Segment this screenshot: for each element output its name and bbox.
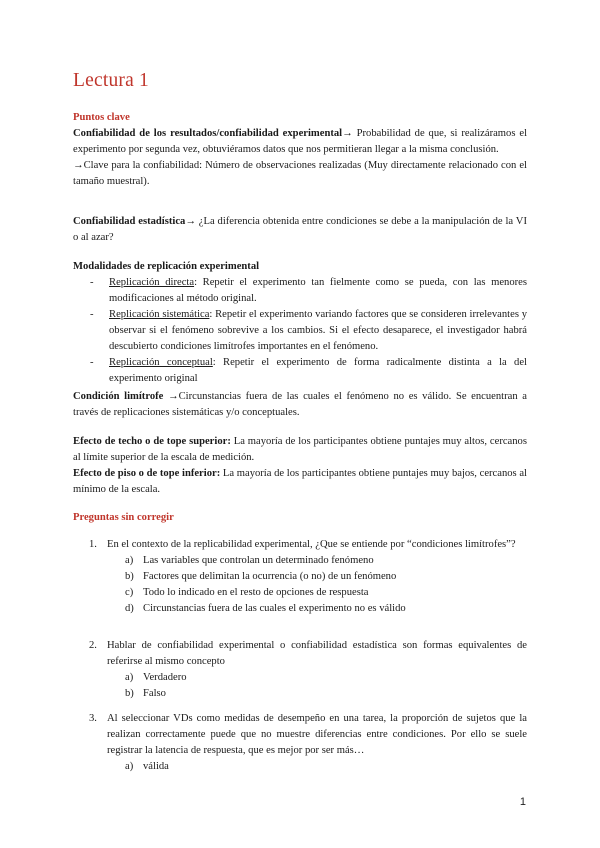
efecto-techo-term: Efecto de techo o de tope superior: [73,436,231,447]
list-item: - Replicación sistemática: Repetir el experimento variando factores que se consideren irrelevantes y observar si el fenómeno sobrevive a los cambios. Si el efecto desaparece, el investigador habrá descubierto condiciones limítrofes importantes en el fenómeno. [90,309,527,352]
option-text: Circunstancias fuera de las cuales el experimento no es válido [143,603,406,614]
confiabilidad-estadistica-paragraph [73,214,527,246]
option-letter: a) [125,672,134,683]
replicacion-directa-text: : Repetir el experimento tan fielmente como se pueda, con las menores modificaciones al método original. [109,277,527,304]
option-text: Verdadero [143,672,187,683]
condicion-limitrofe-paragraph [73,389,527,421]
replicacion-conceptual-text: : Repetir el experimento de forma radicalmente distinta a la del experimento original [109,357,527,384]
replicacion-sistematica-term: Replicación sistemática [109,309,210,320]
confiabilidad-estadistica-text: → ¿La diferencia obtenida entre condiciones se debe a la manipulación de la VI o al azar? [73,216,527,243]
answer-option [73,686,527,702]
efectos-section [73,434,527,498]
option-letter: c) [125,587,134,598]
question-2 [73,638,527,702]
replicacion-directa-term: Replicación directa [109,277,195,288]
question-text [73,711,527,759]
option-letter: a) [125,761,134,772]
question-text [73,638,527,670]
puntos-clave-section [73,110,527,190]
option-text: válida [143,761,169,772]
condicion-limitrofe-text: →Circunstancias fuera de las cuales el fenómeno no es válido. Se encuentran a través de replicaciones sistemáticas y/o conceptuales. [73,391,527,418]
option-text: Falso [143,688,166,699]
question-number: 1. [89,539,97,550]
question-stem: En el contexto de la replicabilidad experimental, ¿Que se entiende por “condiciones limítrofes”? [107,539,516,550]
modalidades-list [73,275,527,387]
question-number: 3. [89,713,97,724]
answer-option [73,759,527,775]
efecto-piso-paragraph [73,466,527,498]
confiabilidad-resultados-text: → Probabilidad de que, si realizáramos el experimento por segunda vez, obtuviéramos datos que nos permitieran llegar a la misma conclusión. [73,128,528,155]
option-letter: d) [125,603,134,614]
page-title: Lectura 1 [73,70,149,91]
option-letter: a) [125,555,134,566]
option-text: Factores que delimitan la ocurrencia (o no) de un fenómeno [143,571,397,582]
efecto-techo-text: La mayoría de los participantes obtiene puntajes muy altos, cercanos al límite superior de la escala de medición. [73,436,527,463]
list-item: - Replicación directa: Repetir el experimento tan fielmente como se pueda, con las menores modificaciones al método original. [90,277,527,304]
answer-options [73,670,527,702]
replicacion-sistematica-text: : Repetir el experimento variando factores que se consideren irrelevantes y observar si el fenómeno sobrevive a los cambios. Si el efecto desaparece, el investigador habrá descubierto condiciones limítrofes importantes en el fenómeno. [109,309,527,352]
question-text [73,537,527,553]
question-3 [73,711,527,775]
question-stem: Hablar de confiabilidad experimental o confiabilidad estadística son formas equivalentes de referirse al mismo concepto [107,640,527,667]
answer-option [73,601,527,617]
modalidades-heading: Modalidades de replicación experimental [73,261,260,272]
answer-options [73,553,527,617]
confiabilidad-estadistica-term: Confiabilidad estadística [73,216,186,227]
preguntas-heading: Preguntas sin corregir [73,512,174,523]
question-stem: Al seleccionar VDs como medidas de desempeño en una tarea, la proporción de sujetos que la realizan correctamente puede que no muestre diferencias entre condiciones. Por ello se suele registrar la latencia de respuesta, que es mejor por ser más… [107,713,527,756]
replicacion-conceptual-term: Replicación conceptual [109,357,213,368]
option-letter: b) [125,571,134,582]
condicion-limitrofe-term: Condición limítrofe [73,391,164,402]
question-number: 2. [89,640,97,651]
clave-confiabilidad-paragraph: →Clave para la confiabilidad: Número de observaciones realizadas (Muy directamente relacionado con el tamaño muestral). [73,160,527,187]
answer-option [73,670,527,686]
option-letter: b) [125,688,134,699]
option-text: Todo lo indicado en el resto de opciones de respuesta [143,587,369,598]
modalidades-section [73,259,527,387]
confiabilidad-resultados-term: Confiabilidad de los resultados/confiabilidad experimental [73,128,343,139]
confiabilidad-resultados-paragraph [73,126,527,158]
efecto-piso-term: Efecto de piso o de tope inferior: [73,468,221,479]
answer-options [73,759,527,775]
answer-option [73,553,527,569]
efecto-techo-paragraph [73,434,527,466]
list-item: - Replicación conceptual: Repetir el experimento de forma radicalmente distinta a la del experimento original [90,357,527,384]
efecto-piso-text: La mayoría de los participantes obtiene puntajes muy bajos, cercanos al mínimo de la escala. [73,468,527,495]
answer-option [73,569,527,585]
puntos-clave-heading: Puntos clave [73,112,130,123]
question-1 [73,537,527,617]
page-number: 1 [519,796,526,808]
option-text: Las variables que controlan un determinado fenómeno [143,555,374,566]
answer-option [73,585,527,601]
